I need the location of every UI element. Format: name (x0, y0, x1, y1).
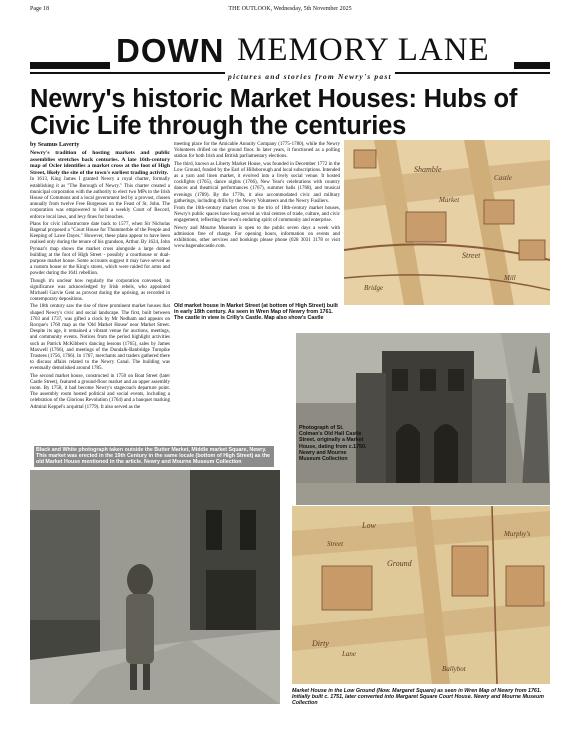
map2-label: Ground (387, 559, 412, 568)
article-paragraph: The 18th century saw the rise of three prominent market houses that shaped Newry's civic and social landscape. The first, built between 1703 and 1737, was gifted a clock by Mr Nedham and appears on Rocque's 1760 map as the 'Old Market House' near Market Street. Despite its age, it remained a vibrant venue for auctions, meetings, and community events. Notices from the period highlight activities such as Patrick McKibben's dancing lessons (1765), sales by James Maxwell (1766), and meetings of the Dundalk-Banbridge Turnpike Trustees (1756, 1766). In 1767, merchants and traders gathered there to discuss affairs related to the Newry Canal. The building was eventually demolished around 1785. (30, 304, 170, 372)
masthead (30, 34, 550, 80)
page-folio (30, 6, 550, 18)
article-paragraph: meeting place for the Amicable Annuity Company (1775-1780), while the Newry Volunteers drilled on the ground floor. In later years, it functioned as a polling station for both Irish and British parliamentary elections. (174, 142, 340, 160)
map1-label: Castle (494, 174, 512, 182)
map1-caption: Old market house in Market Street (at bottom of High Street) built in early 18th century. As seen in Wren Map of Newry from 1761. The castle in view is Crilly's Castle. Map also show's Castle (174, 303, 338, 322)
map2-label: Street (327, 540, 344, 548)
masthead-memory-lane: MEMORY LANE (237, 32, 490, 68)
low-ground-map-image (292, 506, 550, 684)
page-number: Page 18 (30, 6, 50, 12)
map2-label: Ballybot (442, 665, 466, 673)
map1-label: Market (439, 196, 460, 204)
article-paragraph: Though it's unclear how regularly the corporation convened, its significance was acknowledged by Irish rebels, who appointed Michaell Garvie Gent as provost during the uprising, as recorded in contemporary depositions. (30, 278, 170, 303)
map2-label: Murphy's (504, 530, 531, 538)
article-paragraph: The second market house, constructed in 1750 on Boat Street (later Castle Street), featured a ground-floor market and an upper assembly room. By 1758, it had become Newry's stagecoach departure point. The assembly room hosted political and social events, including a celebration of the Glorious Revolution (1764) and a banquet marking Admiral Keppel's acquittal (1779). It also served as the (30, 373, 170, 410)
castle-caption: Photograph of St. Colman's Old Hall Castle Street, originally a Market House, dating from c.1750. Newry and Mourne Museum Collection (299, 425, 367, 463)
map2-label: Dirty (312, 639, 329, 648)
wren-map-1761-image (344, 140, 550, 305)
map1-label: Street (462, 251, 481, 260)
map1-label: Mill (504, 274, 516, 282)
map2-caption: Market House in the Low Ground (Now. Margaret Square) as seen in Wren Map of Newry from 1761. Initially built c. 1751, later converted into Margaret Square Court House. Newry and Mourne Museum Collection (292, 688, 544, 707)
article-column-2 (174, 142, 340, 251)
map2-label: Low (362, 521, 376, 530)
article-paragraph: Plans for civic infrastructure date back to 1577, when Sir Nicholas Bagenal proposed a "Court House for Thummerble of the People and Keeping of Lawe Dayes." However, these plans appear to have been realised only during the tenure of his grandson, Arthur. By 1624, John Pynnar's map shows the market cross alongside a large domed building at the foot of High Street - possibly a courthouse or dual-purpose market house. Some accounts suggest it may have served as a custom house or the King's stores, which were raided for arms and powder during the 1641 rebellion. (30, 221, 170, 277)
article-headline: Newry's historic Market Houses: Hubs of Civic Life through the centuries (30, 85, 518, 140)
article-paragraph: Newry and Mourne Museum is open to the public seven days a week with admission free of charge. For opening hours, information on events and exhibitions, other services and bookings please phone (028 3031 3178 or visit www.bagenalscastle.com. (174, 225, 340, 250)
article-column-1 (30, 150, 170, 412)
butter-market-photo (30, 470, 280, 704)
map1-label: Bridge (364, 284, 384, 292)
st-colmans-old-hall-photo (296, 333, 550, 505)
masthead-tagline: pictures and stories from Newry's past (225, 72, 395, 81)
masthead-rule-right (514, 62, 550, 69)
paper-dateline: THE OUTLOOK, Wednesday, 5th November 2025 (228, 6, 352, 12)
article-paragraph: From the 16th-century market cross to the trio of 18th-century market houses, Newry's public spaces have long served as vital centres of trade, culture, and civic engagement, reflecting the town's enduring spirit of community and enterprise. (174, 206, 340, 224)
byline: by Seamus Laverty (30, 142, 80, 148)
map2-label: Lane (342, 650, 356, 658)
article-paragraph: In 1613, King James I granted Newry a royal charter, formally establishing it as "The Borough of Newry." This charter created a municipal corporation with the authority to elect two MPs to the Irish House of Commons and a local government led by a provost, chosen annually from twelve Free Burgesses on the Feast of St. John. The corporation was empowered to hold a weekly Court of Record, enforce local laws, and levy fines for breaches. (30, 177, 170, 220)
masthead-rule-left (30, 62, 110, 69)
article-paragraph: The third, known as Liberty Market House, was founded in December 1772 in the Low Ground, funded by the Earl of Hillsborough and local subscriptions. Intended as a yarn and linen market, it evolved into a lively social venue. It hosted cockfights (1765), dance nights (1766), New Year's celebrations with country dances and theatrical performances (1767), summer balls (1768), and musical evenings (1789). By the 1770s, it also accommodated civic and military gatherings, including drills by the Newry Volunteers and the Newry Fusiliers. (174, 161, 340, 204)
article-lead: Newry's tradition of hosting markets and public assemblies stretches back centuries. A late 16th-century map of Ocler identifies a market cross at the foot of High Street, likely the site of the town's earliest trading activity. (30, 150, 170, 176)
map1-label: Shamble (414, 165, 442, 174)
masthead-down: DOWN (116, 32, 225, 69)
street-caption: Black and White photograph taken outside the Butter Market, Middle market Square, Newry. This market was erected in the 19th Century in the same locale (bottom of High Street) as the old Market House mentioned in the article. Newry and Mourne Museum Collection (34, 446, 274, 467)
